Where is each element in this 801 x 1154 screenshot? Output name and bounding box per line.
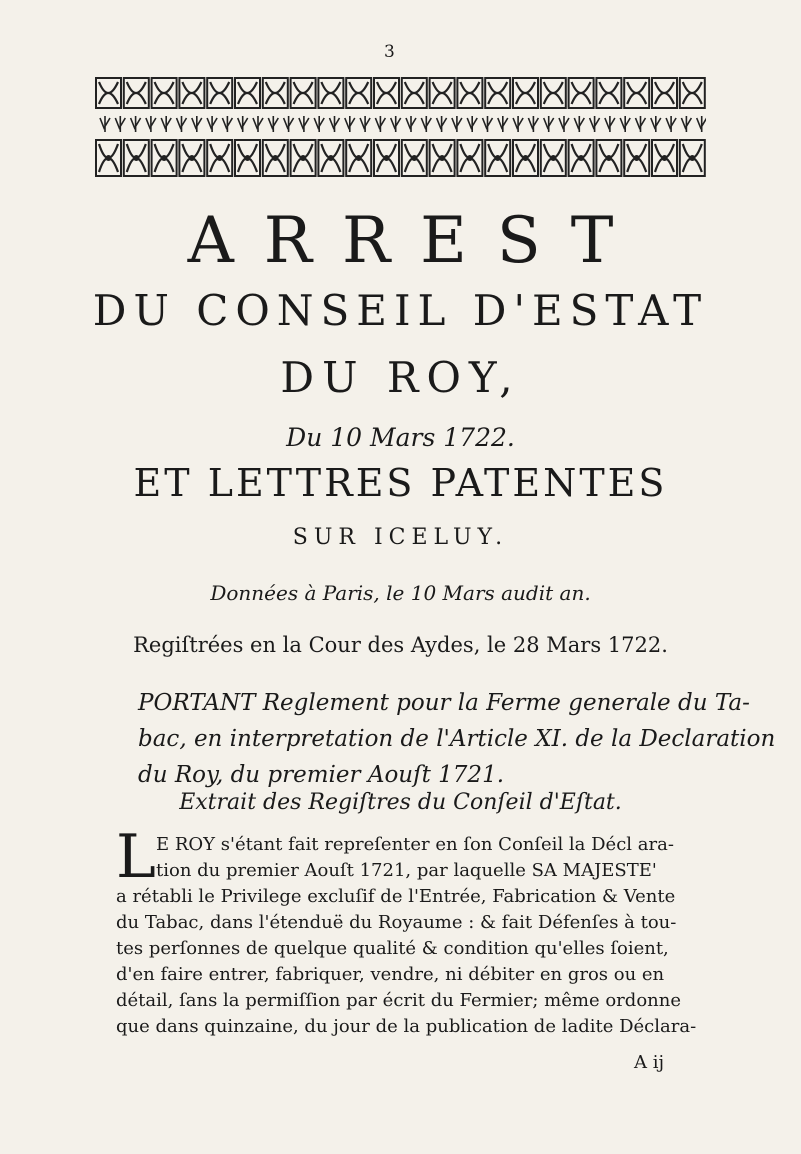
body-line: du Tabac, dans l'étenduë du Royaume : & fait Défenſes à tou- [116,912,677,933]
given-line: Données à Paris, le 10 Mars audit an. [210,581,591,605]
body-line: E ROY s'étant fait repreſenter en ſon Conſeil la Décl ara- [156,834,674,855]
ornament-headpiece [94,74,706,182]
title-conseil: DU CONSEIL D'ESTAT [92,286,709,335]
portant-line: bac, en interpretation de l'Article XI. de la Declaration [138,726,776,752]
subtitle-lettres-patentes: ET LETTRES PATENTES [133,461,668,505]
body-line: tion du premier Aouſt 1721, par laquelle SA MAJESTE' [156,860,657,881]
page-number: 3 [384,42,395,62]
body-line: que dans quinzaine, du jour de la publication de ladite Déclara- [116,1016,697,1037]
body-line: d'en faire entrer, fabriquer, vendre, ni débiter en gros ou en [116,964,665,985]
subtitle-sur-iceluy: SUR ICELUY. [292,525,509,550]
body-line: détail, ſans la permiſſion par écrit du Fermier; même ordonne [116,990,681,1011]
body-line: tes perſonnes de quelque qualité & condition qu'elles ſoient, [116,938,669,959]
signature-mark: A ij [634,1052,665,1073]
registered-line: Regiſtrées en la Cour des Aydes, le 28 Mars 1722. [133,633,668,657]
title-arrest: ARREST [187,204,644,278]
portant-line: PORTANT Reglement pour la Ferme generale du Ta- [138,690,750,716]
body-text [116,832,716,1040]
drop-cap: L [116,822,156,892]
portant-line: du Roy, du premier Aouſt 1721. [138,762,505,788]
date-line: Du 10 Mars 1722. [286,423,515,452]
extrait-heading: Extrait des Regiſtres du Conſeil d'Eſtat. [179,790,622,815]
portant-paragraph [138,685,776,793]
title-roy: DU ROY, [280,353,521,402]
body-line: a rétabli le Privilege excluſif de l'Entrée, Fabrication & Vente [116,886,676,907]
